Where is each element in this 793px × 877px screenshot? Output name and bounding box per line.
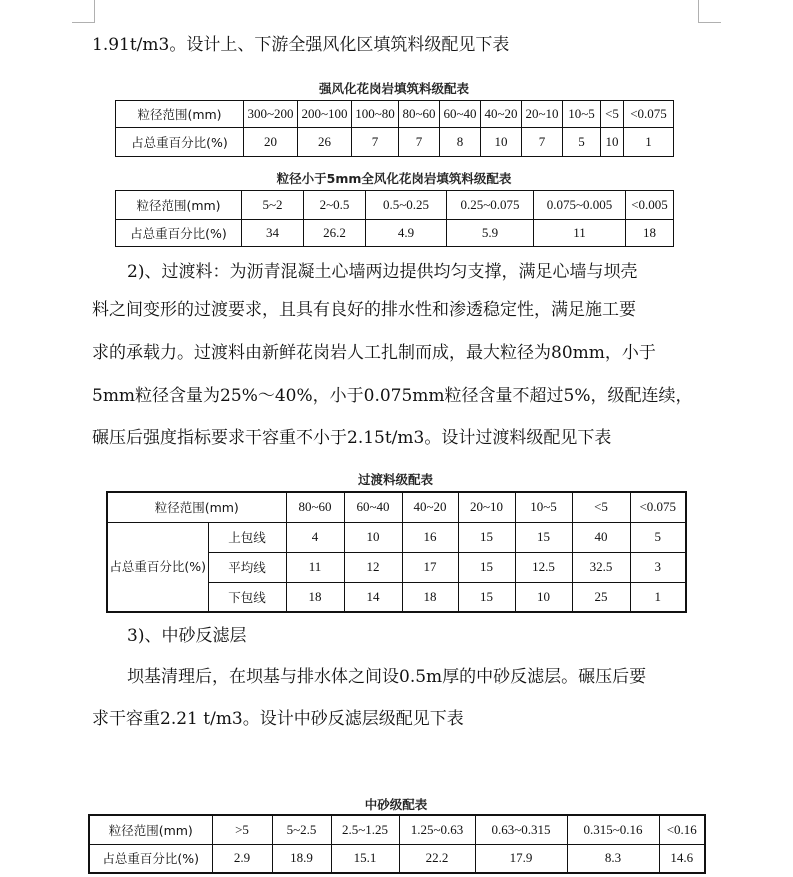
table2-range-cell: 0.25~0.075 [447, 191, 534, 220]
section3-line-1: 坝基清理后，在坝基与排水体之间设0.5m厚的中砂反滤层。碾压后要 [127, 667, 647, 687]
table4-range-cell: 2.5~1.25 [331, 815, 399, 844]
table2-value-cell: 34 [242, 220, 304, 247]
table2-range-cell: 0.075~0.005 [534, 191, 626, 220]
table3-value-cell: 15 [458, 522, 515, 552]
table3-row-label: 平均线 [208, 552, 286, 582]
table1-range-cell: 200~100 [298, 101, 352, 128]
section2-line-5: 碾压后强度指标要求干容重不小于2.15t/m3。设计过渡料级配见下表 [92, 428, 612, 448]
table4-value-cell: 15.1 [331, 844, 399, 873]
table1-range-cell: <5 [601, 101, 624, 128]
table4-caption: 中砂级配表 [364, 797, 428, 812]
table3-range-cell: 60~40 [344, 492, 402, 522]
table3-value-cell: 18 [402, 582, 458, 612]
table3-value-cell: 4 [286, 522, 344, 552]
table2-row-label: 粒径范围(mm) [116, 191, 242, 220]
table1-range-row [116, 101, 674, 128]
table2-value-cell: 18 [626, 220, 674, 247]
table3-value-cell: 18 [286, 582, 344, 612]
page-corner-mark-left [72, 0, 95, 23]
table2-value-cell: 5.9 [447, 220, 534, 247]
section3-heading: 3)、中砂反滤层 [127, 626, 247, 646]
table4-row-label: 粒径范围(mm) [89, 815, 212, 844]
section2-line-2: 料之间变形的过渡要求，且具有良好的排水性和渗透稳定性，满足施工要 [92, 300, 636, 320]
table3-value-cell: 10 [344, 522, 402, 552]
table4-percent-row [89, 844, 705, 873]
table2-range-cell: 2~0.5 [304, 191, 366, 220]
table4-range-cell: <0.16 [659, 815, 705, 844]
table3-range-cell: <0.075 [630, 492, 686, 522]
table1-value-cell: 7 [352, 128, 399, 157]
table1-value-cell: 7 [522, 128, 563, 157]
table1-value-cell: 8 [440, 128, 481, 157]
table3-range-cell: 10~5 [515, 492, 572, 522]
table3-upper-row [107, 522, 686, 552]
table1-range-cell: 60~40 [440, 101, 481, 128]
table3-value-cell: 25 [572, 582, 630, 612]
table3-value-cell: 15 [458, 552, 515, 582]
section2-line-1: 2)、过渡料：为沥青混凝土心墙两边提供均匀支撑，满足心墙与坝壳 [127, 262, 638, 282]
table2-range-cell: <0.005 [626, 191, 674, 220]
table1-range-cell: 100~80 [352, 101, 399, 128]
table3-value-cell: 15 [515, 522, 572, 552]
table2-row-label: 占总重百分比(%) [116, 220, 242, 247]
table2-range-row [116, 191, 674, 220]
table3-value-cell: 17 [402, 552, 458, 582]
table1-value-cell: 26 [298, 128, 352, 157]
section2-line-4: 5mm粒径含量为25%～40%，小于0.075mm粒径含量不超过5%，级配连续， [92, 386, 693, 406]
table3-range-cell: 80~60 [286, 492, 344, 522]
page-corner-mark-right [698, 0, 721, 23]
table4-value-cell: 8.3 [567, 844, 659, 873]
table4 [88, 814, 706, 874]
table1-range-cell: 20~10 [522, 101, 563, 128]
table4-value-cell: 18.9 [272, 844, 331, 873]
table3-value-cell: 5 [630, 522, 686, 552]
table1-row-label: 粒径范围(mm) [116, 101, 244, 128]
table4-value-cell: 17.9 [475, 844, 567, 873]
table1-value-cell: 1 [624, 128, 674, 157]
table3-range-row [107, 492, 686, 522]
table3-value-cell: 15 [458, 582, 515, 612]
table1-row-label: 占总重百分比(%) [116, 128, 244, 157]
table1-value-cell: 7 [399, 128, 440, 157]
table1-caption: 强风化花岗岩填筑料级配表 [318, 81, 469, 96]
table1 [115, 100, 674, 157]
table4-range-cell: 1.25~0.63 [399, 815, 475, 844]
table2-value-cell: 4.9 [366, 220, 447, 247]
table1-value-cell: 10 [601, 128, 624, 157]
table3-value-cell: 16 [402, 522, 458, 552]
table3-value-cell: 10 [515, 582, 572, 612]
table4-value-cell: 2.9 [212, 844, 272, 873]
table3-range-cell: 40~20 [402, 492, 458, 522]
table3-row-label: 上包线 [208, 522, 286, 552]
table2-range-cell: 5~2 [242, 191, 304, 220]
section3-line-2: 求干容重2.21 t/m3。设计中砂反滤层级配见下表 [92, 709, 464, 729]
table3-value-cell: 3 [630, 552, 686, 582]
table3-value-cell: 14 [344, 582, 402, 612]
table1-value-cell: 5 [563, 128, 601, 157]
table3-value-cell: 12 [344, 552, 402, 582]
table3-value-cell: 1 [630, 582, 686, 612]
table3 [106, 491, 687, 613]
table1-value-cell: 10 [481, 128, 522, 157]
table3-value-cell: 11 [286, 552, 344, 582]
table1-range-cell: 300~200 [244, 101, 298, 128]
table1-range-cell: 40~20 [481, 101, 522, 128]
table4-range-cell: 5~2.5 [272, 815, 331, 844]
table3-range-cell: 20~10 [458, 492, 515, 522]
table4-range-cell: >5 [212, 815, 272, 844]
table2-percent-row [116, 220, 674, 247]
table3-group-label: 占总重百分比(%) [107, 522, 208, 612]
table3-caption: 过渡料级配表 [357, 472, 433, 487]
section2-line-3: 求的承载力。过渡料由新鲜花岗岩人工扎制而成，最大粒径为80mm，小于 [92, 343, 656, 363]
table2-value-cell: 11 [534, 220, 626, 247]
table3-row-label: 粒径范围(mm) [107, 492, 286, 522]
table1-value-cell: 20 [244, 128, 298, 157]
table2-caption: 粒径小于5mm全风化花岗岩填筑料级配表 [276, 171, 512, 186]
table2 [115, 190, 674, 247]
table3-value-cell: 32.5 [572, 552, 630, 582]
table1-range-cell: 80~60 [399, 101, 440, 128]
table4-range-row [89, 815, 705, 844]
table4-value-cell: 14.6 [659, 844, 705, 873]
table3-row-label: 下包线 [208, 582, 286, 612]
table2-value-cell: 26.2 [304, 220, 366, 247]
paragraph-top: 1.91t/m3。设计上、下游全强风化区填筑料级配见下表 [92, 35, 510, 55]
table4-range-cell: 0.63~0.315 [475, 815, 567, 844]
table1-range-cell: <0.075 [624, 101, 674, 128]
table4-row-label: 占总重百分比(%) [89, 844, 212, 873]
table3-range-cell: <5 [572, 492, 630, 522]
table1-percent-row [116, 128, 674, 157]
table4-range-cell: 0.315~0.16 [567, 815, 659, 844]
table1-range-cell: 10~5 [563, 101, 601, 128]
table4-value-cell: 22.2 [399, 844, 475, 873]
table3-value-cell: 12.5 [515, 552, 572, 582]
table3-value-cell: 40 [572, 522, 630, 552]
table2-range-cell: 0.5~0.25 [366, 191, 447, 220]
